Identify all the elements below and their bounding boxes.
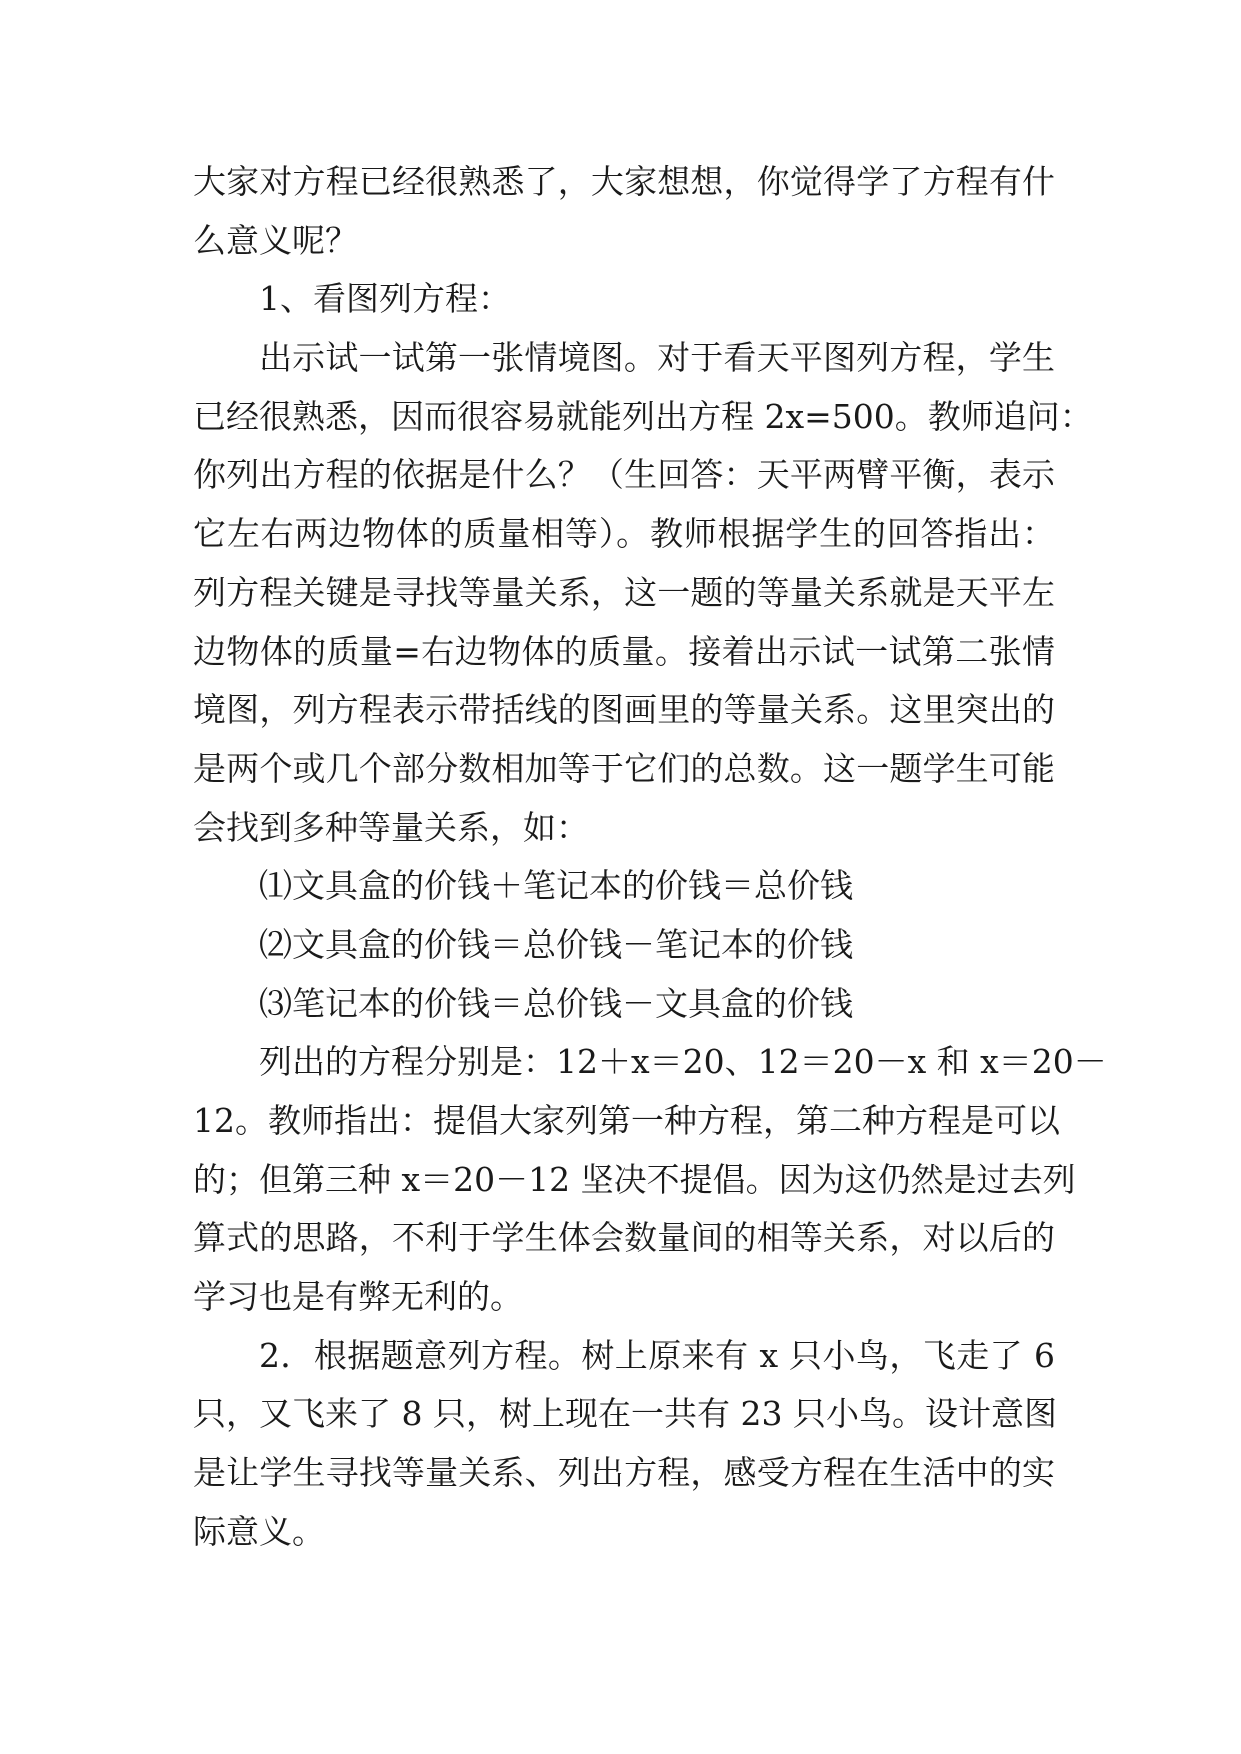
text-line: 学习也是有弊无利的。 — [193, 1277, 523, 1317]
text-line: 2．根据题意列方程。树上原来有 x 只小鸟，飞走了 6 — [259, 1335, 1055, 1375]
text-line: 边物体的质量=右边物体的质量。接着出示试一试第二张情 — [193, 631, 1055, 671]
text-line: 出示试一试第一张情境图。对于看天平图列方程，学生 — [259, 338, 1055, 378]
text-line: 是两个或几个部分数相加等于它们的总数。这一题学生可能 — [193, 748, 1055, 788]
text-line: 算式的思路，不利于学生体会数量间的相等关系，对以后的 — [193, 1218, 1055, 1258]
text-line: 列出的方程分别是：12＋x＝20、12＝20－x 和 x＝20－ — [259, 1042, 1107, 1082]
text-line: 境图，列方程表示带括线的图画里的等量关系。这里突出的 — [193, 690, 1055, 730]
text-line: 12。教师指出：提倡大家列第一种方程，第二种方程是可以 — [193, 1101, 1060, 1140]
list-item: ⑴文具盒的价钱＋笔记本的价钱＝总价钱 — [259, 866, 853, 906]
text-line: 会找到多种等量关系，如： — [193, 807, 589, 847]
text-line: 际意义。 — [193, 1511, 325, 1551]
text-line: 你列出方程的依据是什么？（生回答：天平两臂平衡，表示 — [193, 455, 1055, 495]
list-item: ⑵文具盒的价钱＝总价钱－笔记本的价钱 — [259, 924, 853, 964]
text-line: 大家对方程已经很熟悉了，大家想想，你觉得学了方程有什 — [193, 162, 1055, 201]
section-heading: 1、看图列方程： — [259, 279, 511, 319]
text-line: 是让学生寻找等量关系、列出方程，感受方程在生活中的实 — [193, 1453, 1055, 1493]
text-line: 只，又飞来了 8 只，树上现在一共有 23 只小鸟。设计意图 — [193, 1394, 1057, 1434]
text-line: 么意义呢？ — [193, 220, 358, 260]
text-line: 已经很熟悉，因而很容易就能列出方程 2x=500。教师追问： — [193, 396, 1093, 436]
list-item: ⑶笔记本的价钱＝总价钱－文具盒的价钱 — [259, 983, 853, 1023]
text-line: 的；但第三种 x＝20－12 坚决不提倡。因为这仍然是过去列 — [193, 1159, 1076, 1199]
text-line: 列方程关键是寻找等量关系，这一题的等量关系就是天平左 — [193, 572, 1055, 612]
document-body — [193, 153, 1107, 1562]
text-line: 它左右两边物体的质量相等）。教师根据学生的回答指出： — [193, 514, 1055, 554]
